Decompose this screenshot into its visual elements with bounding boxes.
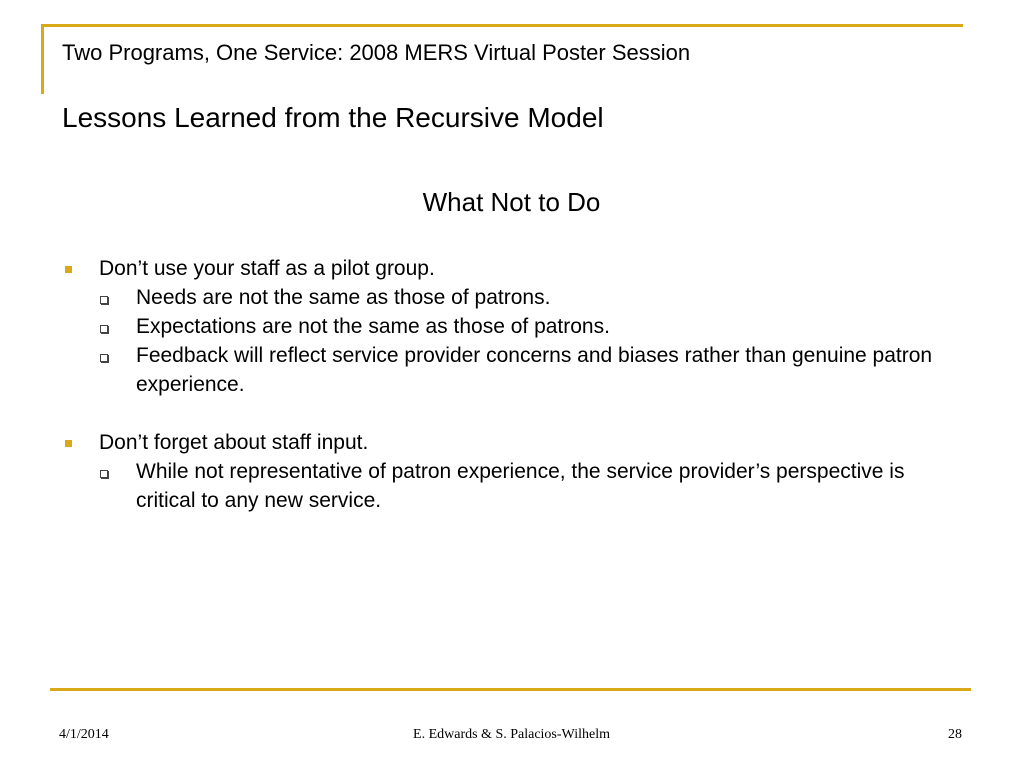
hollow-square-bullet-icon: [100, 354, 108, 362]
sub-bullet-item: [99, 457, 962, 515]
sub-bullet-text: Feedback will reflect service provider concerns and biases rather than genuine patron experience.: [136, 344, 933, 396]
sub-bullet-item: [99, 283, 962, 312]
hollow-square-bullet-icon: [100, 325, 108, 333]
footer-accent-rule: [50, 688, 971, 691]
sub-bullet-list: [99, 457, 962, 515]
sub-bullet-item: [99, 312, 962, 341]
sub-bullet-text: Expectations are not the same as those of patrons.: [136, 315, 610, 338]
bullet-item: [62, 428, 962, 515]
footer-author: E. Edwards & S. Palacios-Wilhelm: [413, 727, 610, 742]
bullet-list: [62, 254, 962, 544]
sub-bullet-text: While not representative of patron experience, the service provider’s perspective is critical to any new service.: [136, 460, 905, 512]
footer-date: 4/1/2014: [59, 727, 109, 742]
bullet-item: [62, 254, 962, 399]
filled-square-bullet-icon: [65, 266, 72, 273]
left-accent-rule: [41, 25, 44, 94]
filled-square-bullet-icon: [65, 440, 72, 447]
footer-page-number: 28: [948, 727, 962, 742]
top-accent-rule: [41, 24, 963, 27]
slide-subheading: Lessons Learned from the Recursive Model: [62, 102, 604, 133]
section-heading: What Not to Do: [422, 187, 601, 217]
hollow-square-bullet-icon: [100, 470, 108, 478]
sub-bullet-item: [99, 341, 962, 399]
sub-bullet-text: Needs are not the same as those of patrons.: [136, 286, 551, 309]
hollow-square-bullet-icon: [100, 296, 108, 304]
header-title: Two Programs, One Service: 2008 MERS Virtual Poster Session: [62, 40, 691, 65]
bullet-text: Don’t forget about staff input.: [99, 431, 369, 454]
sub-bullet-list: [99, 283, 962, 399]
bullet-text: Don’t use your staff as a pilot group.: [99, 257, 435, 280]
